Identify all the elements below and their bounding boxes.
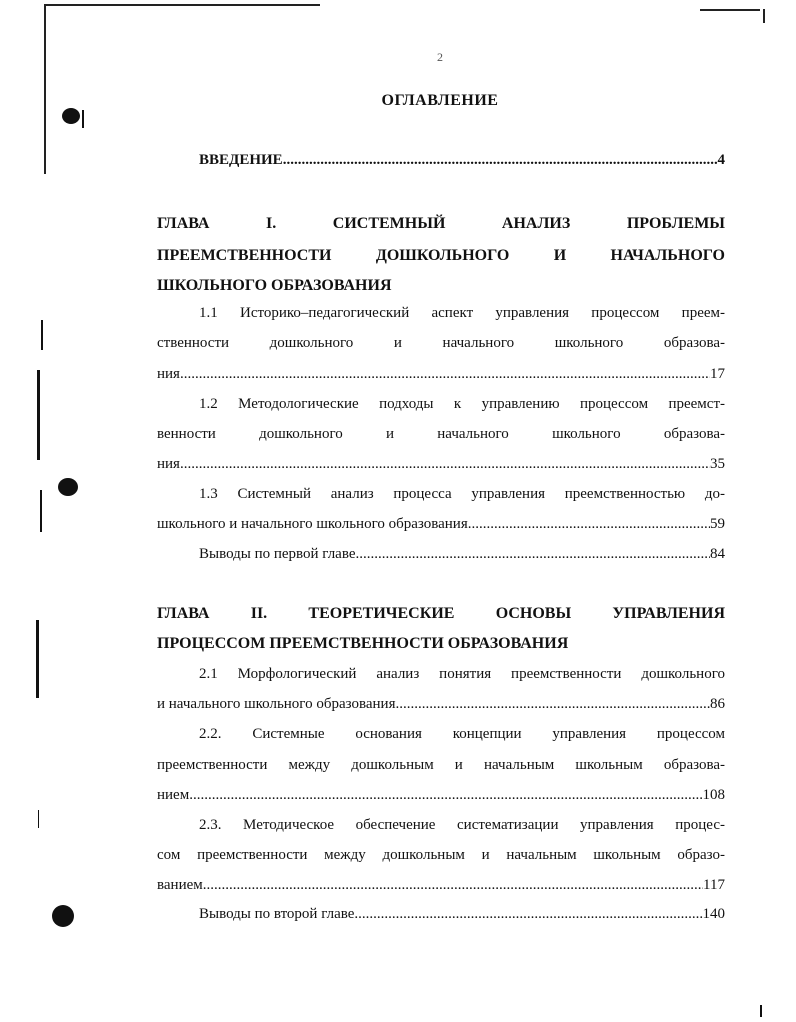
scan-mark-2 <box>41 320 43 350</box>
scan-border-left <box>44 4 46 174</box>
toc-entry-2-2[interactable] <box>157 787 725 804</box>
toc-title: ОГЛАВЛЕНИЕ <box>381 92 499 109</box>
punch-hole-mark-2 <box>58 478 78 496</box>
intro-label: ВВЕДЕНИЕ <box>199 152 283 168</box>
dot-leader <box>356 546 711 563</box>
section-2-2-line3: нием <box>157 787 190 803</box>
toc-entry-2-3[interactable] <box>157 877 725 894</box>
section-2-1-page: 86 <box>710 696 725 712</box>
dot-leader <box>283 152 718 169</box>
toc-entry-1-1[interactable] <box>157 366 725 383</box>
section-2-3-line1: 2.3. Методическое обеспечение систематизации управления процес- <box>199 817 725 833</box>
chapter1-title-line1: ГЛАВА I. СИСТЕМНЫЙ АНАЛИЗ ПРОБЛЕМЫ <box>157 215 725 232</box>
section-1-1-line3: ния <box>157 366 180 382</box>
dot-leader <box>203 877 703 894</box>
scan-border-right <box>763 9 765 23</box>
scan-mark-5 <box>36 620 39 698</box>
section-1-2-line3: ния <box>157 456 180 472</box>
intro-page: 4 <box>717 152 725 168</box>
section-2-1-line2: и начального школьного образования <box>157 696 396 712</box>
dot-leader <box>189 787 702 804</box>
section-2-3-line2: сом преемственности между дошкольным и начальным школьным образо- <box>157 847 725 863</box>
section-1-2-page: 35 <box>710 456 725 472</box>
toc-entry-1-2[interactable] <box>157 456 725 473</box>
scan-mark-3 <box>37 370 40 460</box>
scan-mark-4 <box>40 490 42 532</box>
section-2-2-line1: 2.2. Системные основания концепции управления процессом <box>199 726 725 742</box>
dot-leader <box>395 696 710 713</box>
conclusions-1-label: Выводы по первой главе <box>199 546 356 562</box>
section-2-2-line2: преемственности между дошкольным и начальным школьным образова- <box>157 757 725 773</box>
dot-leader <box>468 516 710 533</box>
conclusions-2-page: 140 <box>702 906 725 922</box>
chapter2-title-line1: ГЛАВА II. ТЕОРЕТИЧЕСКИЕ ОСНОВЫ УПРАВЛЕНИЯ <box>157 605 725 622</box>
dot-leader <box>180 456 710 473</box>
punch-hole-mark-3 <box>52 905 74 927</box>
section-1-2-line2: венности дошкольного и начального школьного образова- <box>157 426 725 442</box>
toc-entry-conclusions-2[interactable] <box>199 906 725 923</box>
chapter1-title-line3: ШКОЛЬНОГО ОБРАЗОВАНИЯ <box>157 277 392 294</box>
scan-border-top <box>44 4 320 6</box>
section-2-2-page: 108 <box>702 787 725 803</box>
scan-mark-6 <box>38 810 39 828</box>
section-1-1-line2: ственности дошкольного и начального школьного образова- <box>157 335 725 351</box>
section-2-1-line1: 2.1 Морфологический анализ понятия преемственности дошкольного <box>199 666 725 682</box>
toc-entry-intro[interactable] <box>199 152 725 169</box>
section-1-3-page: 59 <box>710 516 725 532</box>
scan-mark-7 <box>760 1005 762 1017</box>
conclusions-2-label: Выводы по второй главе <box>199 906 355 922</box>
section-1-3-line2: школьного и начального школьного образования <box>157 516 468 532</box>
scan-border-top-right <box>700 9 760 11</box>
toc-entry-1-3[interactable] <box>157 516 725 533</box>
section-1-1-page: 17 <box>710 366 725 382</box>
page-number: 2 <box>437 50 443 64</box>
section-1-3-line1: 1.3 Системный анализ процесса управления преемственностью до- <box>199 486 725 502</box>
section-1-2-line1: 1.2 Методологические подходы к управлению процессом преемст- <box>199 396 725 412</box>
dot-leader <box>180 366 710 383</box>
section-2-3-line3: ванием <box>157 877 203 893</box>
chapter2-title-line2: ПРОЦЕССОМ ПРЕЕМСТВЕННОСТИ ОБРАЗОВАНИЯ <box>157 635 569 652</box>
chapter1-title-line2: ПРЕЕМСТВЕННОСТИ ДОШКОЛЬНОГО И НАЧАЛЬНОГО <box>157 247 725 264</box>
conclusions-1-page: 84 <box>710 546 725 562</box>
scan-mark-1 <box>82 110 84 128</box>
dot-leader <box>354 906 702 923</box>
section-2-3-page: 117 <box>703 877 725 893</box>
toc-entry-2-1[interactable] <box>157 696 725 713</box>
punch-hole-mark-1 <box>62 108 80 124</box>
toc-entry-conclusions-1[interactable] <box>199 546 725 563</box>
section-1-1-line1: 1.1 Историко–педагогический аспект управления процессом преем- <box>199 305 725 321</box>
